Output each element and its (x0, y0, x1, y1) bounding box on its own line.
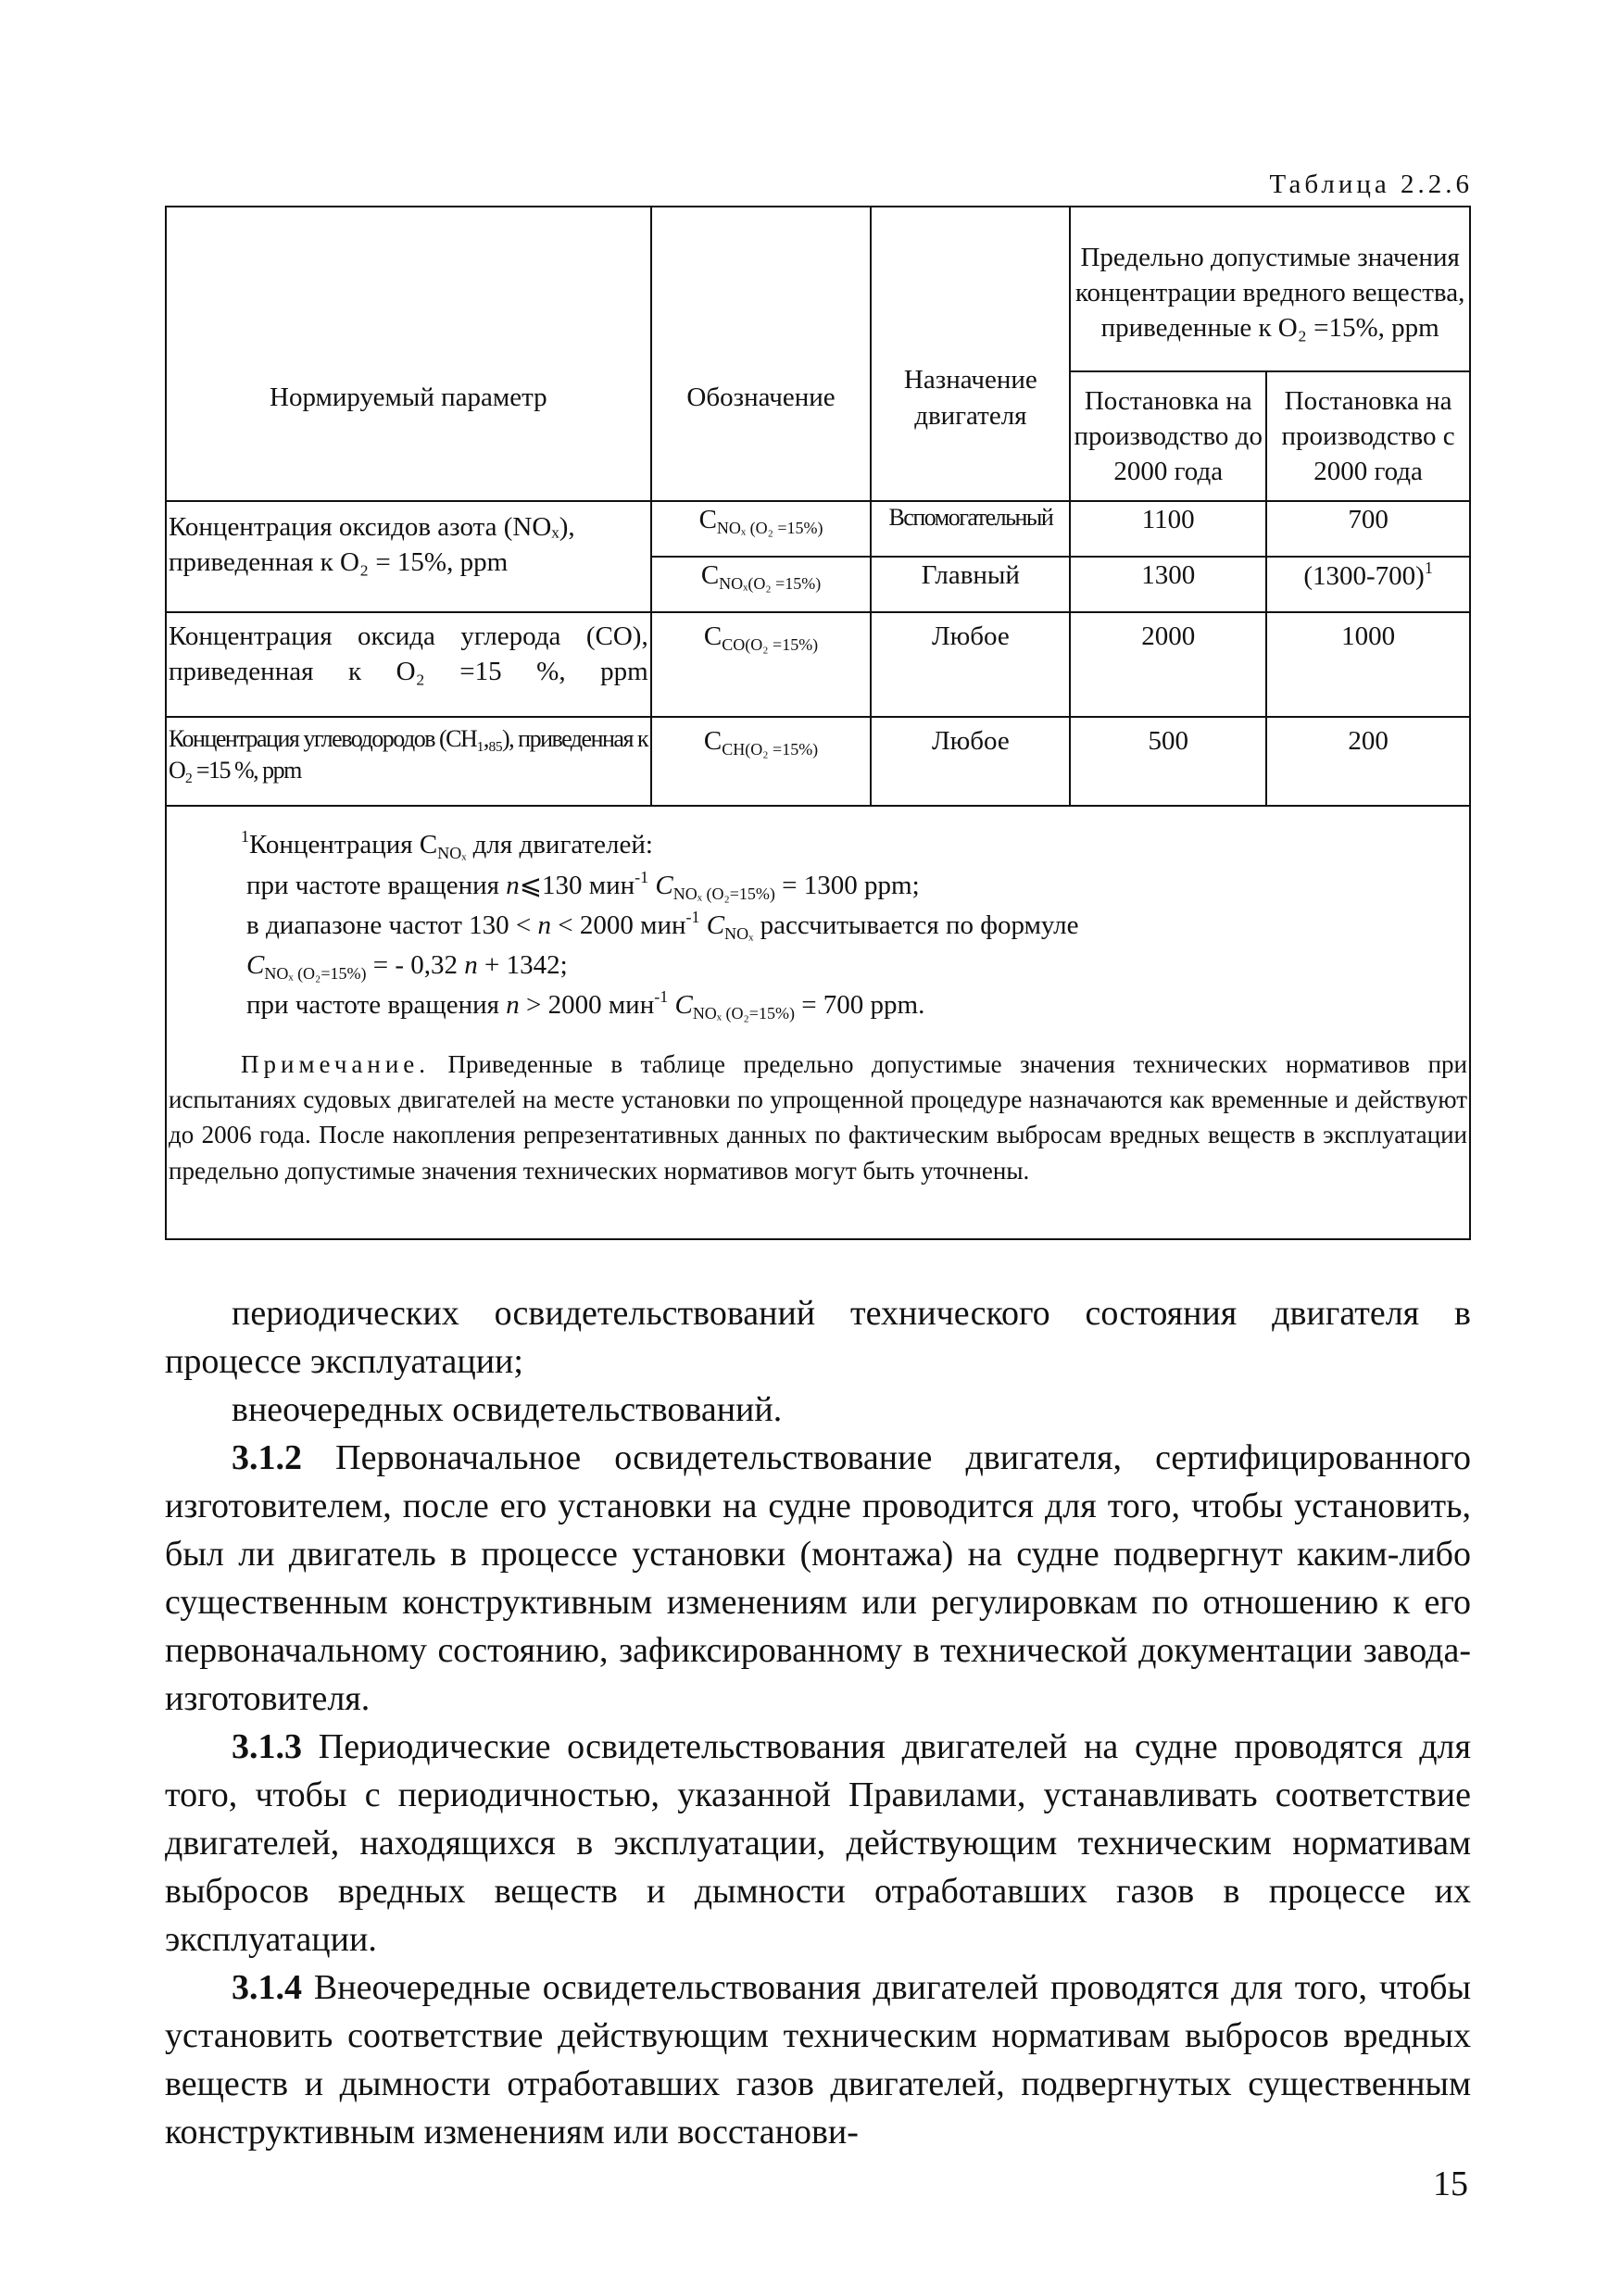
norm-table (165, 206, 1471, 1240)
section-number: 3.1.2 (232, 1438, 302, 1477)
cell-before: 1100 (1070, 501, 1266, 557)
cell-before: 500 (1070, 717, 1266, 806)
table-footnote-cell (166, 806, 1470, 1239)
cell-before: 2000 (1070, 612, 1266, 717)
body-text (165, 1289, 1471, 2156)
footnote-line: в диапазоне частот 130 < n < 2000 мин$^{-1}$ $C_{NO_x}$ рассчитывается по формуле (246, 908, 1079, 944)
cell-before: 1300 (1070, 557, 1266, 612)
cell-symbol: $C_{NO_x(O_2 =15\%)}$ (651, 557, 872, 612)
page-number: 15 (1433, 2164, 1468, 2203)
cell-parameter: Концентрация оксидов азота (NOₓ), приведенная к O₂ = 15%, ppm (166, 501, 651, 612)
footnote-title: $^1$Концентрация $C_{NO_x}$ для двигателей: (241, 827, 653, 862)
cell-purpose: Любое (871, 612, 1070, 717)
header-parameter: Нормируемый параметр (166, 207, 651, 501)
header-purpose: Назначение двигателя (871, 207, 1070, 501)
paragraph: внеочередных освидетельствований. (232, 1390, 783, 1429)
footnote (169, 825, 1467, 1026)
cell-symbol: $C_{CH(O_2 =15\%)}$ (651, 717, 872, 806)
table-row (166, 612, 1470, 717)
paragraph: 3.1.2 Первоначальное освидетельствование двигателя, сертифицированного изготовителем, после его установки на судне проводится для того, чтобы установить, был ли двигатель в процессе установки (монтажа) на судне подвергнут каким-либо существенным конструктивным изменениям или регулировкам по отношению к его первоначальному состоянию, зафиксированному в технической документации завода-изготовителя. (165, 1438, 1471, 1718)
cell-symbol: $C_{CO(O_2 =15\%)}$ (651, 612, 872, 717)
section-number: 3.1.3 (232, 1727, 302, 1766)
header-before-2000: Постановка на производство до 2000 года (1070, 371, 1266, 501)
cell-parameter: Концентрация углеводородов (CH₁,₈₅), приведенная к O₂ =15 %, ppm (166, 717, 651, 806)
cell-purpose: Любое (871, 717, 1070, 806)
cell-after: 700 (1266, 501, 1470, 557)
cell-after: 200 (1266, 717, 1470, 806)
cell-symbol: $C_{NO_x (O_2 =15\%)}$ (651, 501, 872, 557)
table-row (166, 501, 1470, 557)
cell-purpose: Вспомогательный (871, 501, 1070, 557)
note-text: Приведенные в таблице предельно допустимые значения технических нормативов при испытаниях судовых двигателей на месте установки по упрощенной процедуре назначаются как временные и действуют до 2006 года. После накопления репрезентативных данных по фактическим выбросам вредных веществ в эксплуатации предельно допустимые значения технических нормативов могут быть уточнены. (169, 1049, 1467, 1185)
cell-after: 1000 (1266, 612, 1470, 717)
footnote-line: при частоте вращения n⩽130 мин$^{-1}$ $C_{NO_x (O_2=15\%)} = 1300$ ppm; (246, 867, 920, 903)
cell-after: (1300-700)$^1$ (1266, 557, 1470, 612)
paragraph: 3.1.4 Внеочередные освидетельствования двигателей проводятся для того, чтобы установить соответствие действующим техническим нормативам выбросов вредных веществ и дымности отработавших газов двигателей, подвергнутых существенным конструктивным изменениям или восстанови- (165, 1968, 1471, 2152)
paragraph: периодических освидетельствований технического состояния двигателя в процессе эксплуатации; (165, 1294, 1471, 1381)
section-number: 3.1.4 (232, 1968, 302, 2007)
header-after-2000: Постановка на производство с 2000 года (1266, 371, 1470, 501)
header-limits: Предельно допустимые значения концентрации вредного вещества, приведенные к О₂ =15%, ppm (1070, 207, 1470, 371)
footnote-line: при частоте вращения n > 2000 мин$^{-1}$ $C_{NO_x (O_2=15\%)} = 700$ ppm. (246, 987, 925, 1023)
footnote-line: $C_{NO_x (O_2=15\%)}$ = - 0,32 n + 1342; (246, 949, 568, 983)
cell-purpose: Главный (871, 557, 1070, 612)
table-note (169, 1047, 1467, 1188)
table-row (166, 717, 1470, 806)
paragraph: 3.1.3 Периодические освидетельствования двигателей на судне проводятся для того, чтобы с периодичностью, указанной Правилами, устанавливать соответствие двигателей, находящихся в эксплуатации, действующим техническим нормативам выбросов вредных веществ и дымности отработавших газов в процессе их эксплуатации. (165, 1727, 1471, 1959)
table-caption: Таблица 2.2.6 (1269, 169, 1473, 199)
cell-parameter: Концентрация оксида углерода (СО), приведенная к O₂ =15 %, ppm (166, 612, 651, 717)
note-label: Примечание. (241, 1049, 431, 1078)
header-symbol: Обозначение (651, 207, 872, 501)
